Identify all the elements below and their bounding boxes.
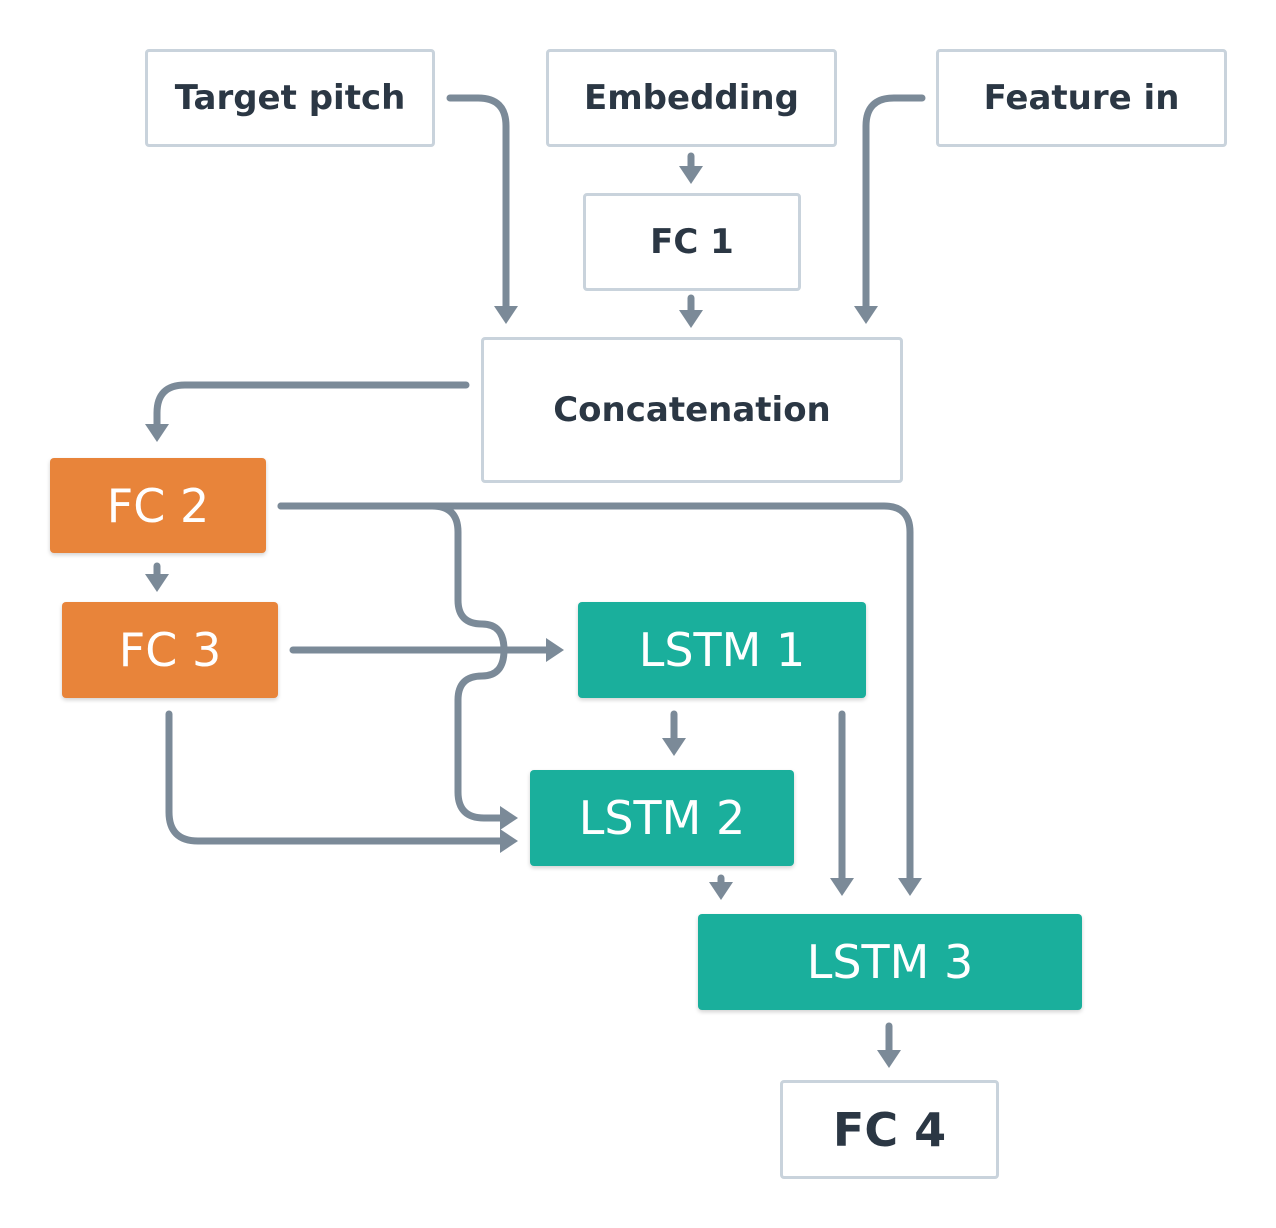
arrowhead-concatenation xyxy=(145,424,169,442)
edge-feature-in-to-concatenation xyxy=(866,98,922,306)
embedding-label: Embedding xyxy=(584,78,799,118)
fc4-node xyxy=(780,1080,999,1179)
target-pitch-node xyxy=(145,49,435,147)
concatenation-node xyxy=(481,337,903,483)
fc2-node xyxy=(50,458,266,553)
fc3-node xyxy=(62,602,278,698)
edge-target-pitch-to-concatenation xyxy=(450,98,506,306)
edge-fc2-to-lstm2 xyxy=(281,506,504,818)
arrowhead-feature-in xyxy=(854,306,878,324)
arrowhead-lstm1-lstm2 xyxy=(662,738,686,756)
lstm3-node xyxy=(698,914,1082,1010)
edge-concatenation-to-fc2 xyxy=(157,385,466,424)
concatenation-label: Concatenation xyxy=(553,390,831,430)
lstm3-label: LSTM 3 xyxy=(806,935,974,989)
arrowhead-fc1 xyxy=(679,310,703,328)
arrowhead-fc2-fc3 xyxy=(145,574,169,592)
fc2-label: FC 2 xyxy=(106,478,210,533)
arrowhead-lstm3-fc4 xyxy=(877,1050,901,1068)
arrowhead-embedding xyxy=(679,166,703,184)
lstm1-node xyxy=(578,602,866,698)
fc3-label: FC 3 xyxy=(118,623,222,677)
target-pitch-label: Target pitch xyxy=(174,78,406,118)
fc4-label: FC 4 xyxy=(832,1102,947,1157)
lstm2-label: LSTM 2 xyxy=(578,791,746,845)
feature-in-node xyxy=(936,49,1227,147)
arrowhead-fc2-lstm2 xyxy=(500,806,518,830)
fc1-node xyxy=(583,193,801,291)
arrowhead-target-pitch xyxy=(494,306,518,324)
edge-fc3-to-lstm2 xyxy=(169,714,500,841)
feature-in-label: Feature in xyxy=(983,78,1180,118)
lstm2-node xyxy=(530,770,794,866)
embedding-node xyxy=(546,49,837,147)
arrowhead-lstm2-lstm3 xyxy=(709,882,733,900)
arrowhead-fc2-lstm3 xyxy=(898,878,922,896)
arrowhead-fc3-lstm2 xyxy=(500,829,518,853)
lstm1-label: LSTM 1 xyxy=(638,623,806,677)
arrowhead-lstm1-lstm3 xyxy=(830,878,854,896)
fc1-label: FC 1 xyxy=(650,222,734,262)
arrowhead-fc3-lstm1 xyxy=(546,638,564,662)
